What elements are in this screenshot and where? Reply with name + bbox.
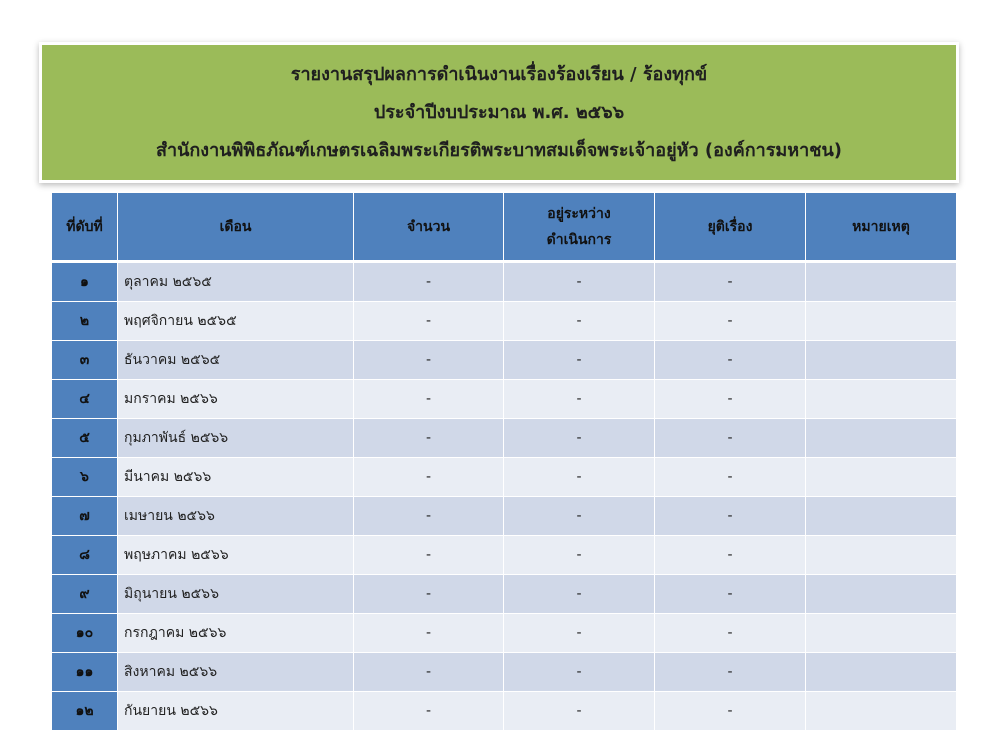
month-cell: มกราคม ๒๕๖๖ xyxy=(118,380,354,419)
table-row xyxy=(52,263,956,302)
remark-cell xyxy=(806,692,956,731)
finished-cell: - xyxy=(655,263,806,302)
finished-cell: - xyxy=(655,380,806,419)
month-cell: ธันวาคม ๒๕๖๕ xyxy=(118,341,354,380)
column-header-order: ที่ดับที่ xyxy=(52,193,118,263)
month-cell: ตุลาคม ๒๕๖๕ xyxy=(118,263,354,302)
in-progress-cell: - xyxy=(504,458,655,497)
month-cell: เมษายน ๒๕๖๖ xyxy=(118,497,354,536)
remark-cell xyxy=(806,458,956,497)
row-number: ๙ xyxy=(52,575,118,614)
in-progress-cell: - xyxy=(504,419,655,458)
amount-cell: - xyxy=(354,497,504,536)
finished-cell: - xyxy=(655,692,806,731)
remark-cell xyxy=(806,263,956,302)
amount-cell: - xyxy=(354,536,504,575)
column-header-in-progress-line1: อยู่ระหว่าง xyxy=(547,205,611,222)
in-progress-cell: - xyxy=(504,614,655,653)
amount-cell: - xyxy=(354,263,504,302)
in-progress-cell: - xyxy=(504,341,655,380)
finished-cell: - xyxy=(655,419,806,458)
row-number: ๔ xyxy=(52,380,118,419)
remark-cell xyxy=(806,653,956,692)
remark-cell xyxy=(806,341,956,380)
in-progress-cell: - xyxy=(504,536,655,575)
row-number: ๓ xyxy=(52,341,118,380)
month-cell: พฤษภาคม ๒๕๖๖ xyxy=(118,536,354,575)
column-header-finished: ยุติเรื่อง xyxy=(655,193,806,263)
row-number: ๗ xyxy=(52,497,118,536)
amount-cell: - xyxy=(354,302,504,341)
month-cell: พฤศจิกายน ๒๕๖๕ xyxy=(118,302,354,341)
table-row xyxy=(52,380,956,419)
row-number: ๘ xyxy=(52,536,118,575)
amount-cell: - xyxy=(354,380,504,419)
table-row xyxy=(52,614,956,653)
row-number: ๑๐ xyxy=(52,614,118,653)
amount-cell: - xyxy=(354,458,504,497)
finished-cell: - xyxy=(655,614,806,653)
amount-cell: - xyxy=(354,575,504,614)
column-header-in-progress-line2: ดำเนินการ xyxy=(546,231,612,248)
complaint-summary-table xyxy=(52,193,956,731)
month-cell: กันยายน ๒๕๖๖ xyxy=(118,692,354,731)
table-row xyxy=(52,536,956,575)
finished-cell: - xyxy=(655,653,806,692)
column-header-in-progress xyxy=(504,193,655,263)
month-cell: กุมภาพันธ์ ๒๕๖๖ xyxy=(118,419,354,458)
report-title: รายงานสรุปผลการดำเนินงานเรื่องร้องเรียน / ร้องทุกข์ xyxy=(290,63,708,85)
amount-cell: - xyxy=(354,419,504,458)
finished-cell: - xyxy=(655,497,806,536)
finished-cell: - xyxy=(655,458,806,497)
table-row xyxy=(52,419,956,458)
table-row xyxy=(52,302,956,341)
row-number: ๕ xyxy=(52,419,118,458)
amount-cell: - xyxy=(354,653,504,692)
finished-cell: - xyxy=(655,536,806,575)
remark-cell xyxy=(806,302,956,341)
finished-cell: - xyxy=(655,575,806,614)
month-cell: สิงหาคม ๒๕๖๖ xyxy=(118,653,354,692)
row-number: ๑๒ xyxy=(52,692,118,731)
table-header-row xyxy=(52,193,956,263)
remark-cell xyxy=(806,380,956,419)
month-cell: มิถุนายน ๒๕๖๖ xyxy=(118,575,354,614)
in-progress-cell: - xyxy=(504,692,655,731)
organization-name: สำนักงานพิพิธภัณฑ์เกษตรเฉลิมพระเกียรติพระบาทสมเด็จพระเจ้าอยู่หัว (องค์การมหาชน) xyxy=(155,139,843,161)
table-row xyxy=(52,458,956,497)
table-row xyxy=(52,575,956,614)
column-header-month: เดือน xyxy=(118,193,354,263)
finished-cell: - xyxy=(655,302,806,341)
fiscal-year-subtitle: ประจำปีงบประมาณ พ.ศ. ๒๕๖๖ xyxy=(373,101,625,123)
remark-cell xyxy=(806,497,956,536)
in-progress-cell: - xyxy=(504,653,655,692)
row-number: ๑๑ xyxy=(52,653,118,692)
table-row xyxy=(52,341,956,380)
table-row xyxy=(52,497,956,536)
amount-cell: - xyxy=(354,692,504,731)
remark-cell xyxy=(806,419,956,458)
month-cell: กรกฎาคม ๒๕๖๖ xyxy=(118,614,354,653)
row-number: ๒ xyxy=(52,302,118,341)
remark-cell xyxy=(806,536,956,575)
in-progress-cell: - xyxy=(504,263,655,302)
row-number: ๖ xyxy=(52,458,118,497)
column-header-remark: หมายเหตุ xyxy=(806,193,956,263)
in-progress-cell: - xyxy=(504,380,655,419)
remark-cell xyxy=(806,614,956,653)
amount-cell: - xyxy=(354,614,504,653)
table-row xyxy=(52,653,956,692)
in-progress-cell: - xyxy=(504,575,655,614)
amount-cell: - xyxy=(354,341,504,380)
remark-cell xyxy=(806,575,956,614)
finished-cell: - xyxy=(655,341,806,380)
report-title-banner xyxy=(42,45,956,180)
column-header-amount: จำนวน xyxy=(354,193,504,263)
in-progress-cell: - xyxy=(504,497,655,536)
table-row xyxy=(52,692,956,731)
month-cell: มีนาคม ๒๕๖๖ xyxy=(118,458,354,497)
row-number: ๑ xyxy=(52,263,118,302)
in-progress-cell: - xyxy=(504,302,655,341)
